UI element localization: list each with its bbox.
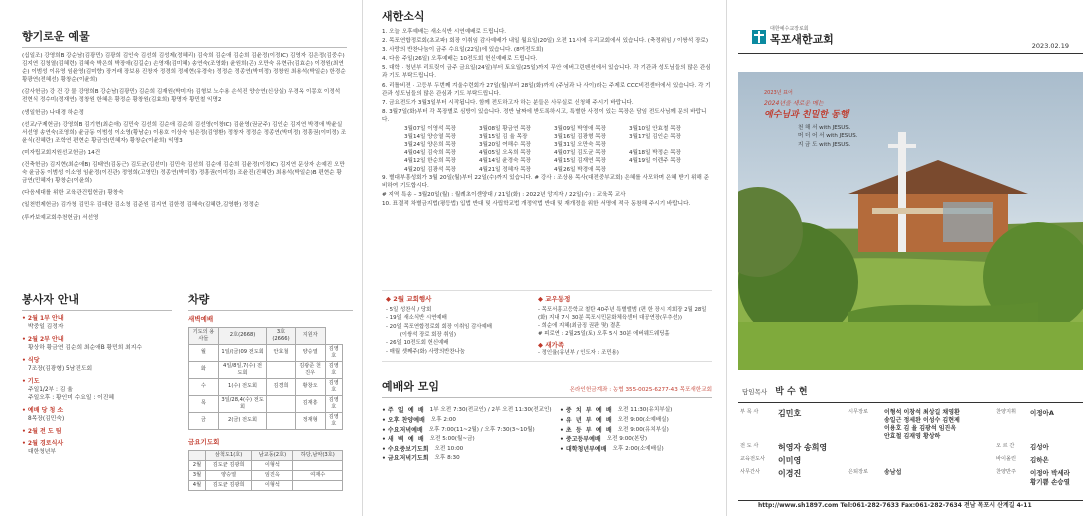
staff-role2: 은퇴장로 — [848, 468, 869, 475]
visit-cell: 4월20일 김광석 목장 — [404, 166, 457, 173]
visit-row — [404, 157, 712, 165]
news-item: 4. 다음 주일(26일) 오후예배는 10전도회 헌신예배로 드립니다. — [382, 56, 538, 63]
visit-row — [404, 149, 712, 157]
worship-time: 오전 10:00 — [434, 445, 464, 452]
staff-names3 — [1028, 408, 1083, 442]
worship-right — [560, 406, 712, 464]
visit-cell — [629, 141, 704, 149]
visit-cell — [629, 166, 704, 174]
elder-line: 이용호 김 율 김광석 임진옥 — [884, 425, 957, 433]
visit-row — [404, 133, 712, 141]
worship-row — [382, 406, 560, 416]
staff-role: 교육전도사 — [740, 456, 766, 463]
worship-time: 오후 8:30 — [434, 455, 460, 462]
church-name: 목포새한교회 — [770, 32, 834, 46]
staff-names2 — [882, 442, 994, 455]
worship-time: 오전 5:00(월~금) — [429, 436, 475, 443]
table-cell: 1일/(금)09 전도회 — [218, 344, 266, 361]
worship-name: • 중 치 부 예 배 — [560, 407, 612, 415]
staff-row — [738, 455, 1083, 468]
table-cell: 이형석 — [252, 480, 293, 490]
motto-3: 지 금 도 with JESUS. — [798, 141, 851, 148]
news-item: 10. 표결적 차별금지법(평등법) 입법 반대 및 사립학교법 개정악법 반대 및 재개정을 위한 서명에 적극 동참해 주시기 바랍니다. — [382, 201, 691, 208]
table-cell: 김도균 김광희 — [205, 480, 252, 490]
events-box: ◆ 2월 교회행사 - 5일 성찬식 / 당회 - 19일 새소식반 시연예배 - 20일 목포연합정로회 회장 이취임 감사예배 (이쌍석 장로 회장 취임) - 26일 10전도회 헌신예배 - 매월 셋째주(화) 사랑의반찬나눔 ◆ 교우동정 - 목포서흥고등학교 철탄 40주년 특별앨범 (편 한 장시 지회장 2월 28일(화) 지내 7시 30분 목포시민문화체육센터 대공연장(무추선)) - 희순에 지혜(최금징 권판 몇) 결혼 # 피로연 : 2월25일(토) 오후 5시 30분 에버웨드웨딩홀 ◆ 새가족 - 정인율(유년부 / 인도자 : 조민용) — [382, 290, 712, 362]
table-cell: 3일/28,4(수) 전도회 — [218, 395, 266, 412]
worship-time: 오전 9:00(소예배실) — [617, 416, 669, 423]
table-row — [189, 395, 343, 412]
offering-paragraph: (건축헌금) 김지현(최순애B) 김태연(김동근) 김도균(김선미) 김민숙 김선희 김순애 김순희 김윤정(이정IC) 김지연 문상자 손예진 오만숙 윤금동 이범성 이소영 임윤정(이진관) 정영희(고영민) 정종연(박미정) 정흥권(이미정) 조윤진(진혜란) 최용석(박일순)B 편현순 황금연(민혜자) 황창순(이윤희) — [22, 162, 345, 185]
visit-cell: 4월26일 박경애 목장 — [554, 166, 607, 173]
table-cell: 김광준 천진우 — [295, 361, 325, 378]
table-cell — [267, 395, 295, 412]
staff-role: 사무간사 — [740, 468, 761, 475]
online-account: 온라인헌금계좌 : 농협 355-0025-6277-43 목포새한교회 — [569, 386, 712, 393]
visit-cell: 4월18일 박정순 목장 — [629, 150, 682, 157]
staff-name: 이경진 — [778, 468, 802, 478]
visit-row — [404, 125, 712, 133]
worship-name: • 유 년 부 예 배 — [560, 416, 612, 424]
staff-names3 — [1028, 455, 1083, 468]
staff-row — [738, 442, 1083, 455]
worship-name: • 초 등 부 예 배 — [560, 426, 612, 434]
worship-time: 오후 7:00(11~2월) / 오후 7:30(3~10월) — [428, 426, 535, 433]
denomination: 대한예수교장로회 — [770, 26, 809, 32]
worship-name: • 새 벽 예 배 — [382, 436, 424, 444]
offering-paragraph: (십일조) 강영희B 강순남(김광민) 김광희 김인숙 김선희 김성제(정혜리) 김숙희 김순애 김순희 김윤정(이정IC) 김영자 김은정(김중수) 김지연 김청열(김혜련) 김혜숙 박은희 박장애(김길순) 손영재(김미혜) 송연숙(조영화) 윤원희(곤) 오만숙 유현규(김효순) 이경원(최연순) 이범성 이유영 임윤영(김미향) 장거래 장보용 진창자 정경희 정세현(유경숙) 정정순 정종연(박미정) 정창원 최용석(박일순) 한경순 황광연(전혜선) 황창순(이윤희) — [22, 52, 346, 84]
visit-cell: 4월05일 오옥희 목장 — [479, 150, 532, 157]
worship-time: 오전 11:30(유치부실) — [617, 407, 673, 414]
visit-cell: 3월20일 여해수 목장 — [479, 142, 532, 149]
table-cell: 3월 — [189, 470, 206, 480]
elder-line: 송일근 정세완 이성수 김현제 — [884, 417, 960, 425]
visit-cell: 4월07일 김도균 목장 — [554, 150, 607, 157]
table-row — [189, 460, 343, 470]
event-item: - 매월 셋째주(화) 사랑의반찬나눔 — [386, 348, 465, 355]
offering-paragraph: (루카보예교회추천헌금) 서선영 — [22, 214, 99, 221]
news-item: 9. 별대부흥성회가 3월 20일(월)부터 22일(수)까지 있습니다. # 강사 : 조상용 목사(대전중부교회) 은혜를 사모하며 은혜 받기 위해 준비하여 기도합시다. — [382, 174, 709, 189]
new-family-list — [538, 350, 708, 357]
volunteer-body: 7조장(김광형) 5남진도회 — [28, 365, 93, 372]
staff-row — [738, 468, 1083, 488]
table-cell: 월 — [189, 344, 219, 361]
worship-row — [382, 454, 560, 464]
worship-row — [382, 445, 560, 455]
staff-names3 — [1028, 442, 1083, 455]
worship-row — [560, 445, 712, 455]
volunteer-body: 주일1/2부 : 김 율 — [28, 386, 73, 393]
table-cell: 2월 — [189, 460, 206, 470]
church-photo — [738, 72, 1083, 370]
member-news-title: 교우동정 — [545, 295, 571, 303]
worship-name: • 대학청년부예배 — [560, 445, 607, 453]
pastor-label: 담임목사 — [742, 388, 768, 396]
motto-line-b: 예수님과 친밀한 동행 — [764, 110, 849, 120]
table-cell: 안효철 — [267, 344, 295, 361]
offering-title: 향기로운 예물 — [22, 30, 347, 48]
friday-heading: 금요기도회 — [188, 437, 220, 446]
table-cell: 임진옥 — [252, 470, 293, 480]
worship-title: 예배와 모임 — [382, 380, 439, 393]
member-news-item: - 목포서흥고등학교 철탄 40주년 특별앨범 (편 한 장시 지회장 2월 28일(화) 지내 7시 30분 목포시민문화체육센터 대공연장(무추선)) — [538, 306, 707, 321]
staff-role3: 오 르 간 — [996, 443, 1015, 450]
volunteer-body: 8목장(김민숙) — [28, 416, 65, 423]
volunteer-list — [22, 315, 172, 457]
staff-name: 허영자 송희영 — [778, 443, 828, 453]
table-cell: 4월 — [189, 480, 206, 490]
worship-row — [382, 416, 560, 426]
staff-names2 — [882, 408, 994, 442]
volunteer-title: 봉사자 안내 — [22, 293, 172, 311]
staff-role2 — [846, 442, 882, 455]
table-cell: 김재흥 — [295, 395, 325, 412]
table-header-cell: 삼척도1(호) — [205, 450, 252, 460]
friday-vehicle-table — [188, 450, 343, 491]
offering-paragraph: (선교/구제헌금) 강영희B 김기현(최순애) 김민숙 김선희 김순애 김순희 김선영(이창IC) 김윤영(권균주) 김인순 김지연 박경애 박윤실 서선영 송연숙(조영희) 윤금동 이범성 이소영(황남순) 이용호 이상숙 임은정(김영환) 정창자 정정순 정종연(박미정) 정흥권(이미정) 조윤식(진혜란) 조학연 편현순 황금연(민혜자) 황창순(이윤희) 익명3 — [22, 121, 347, 144]
visit-row — [404, 141, 712, 149]
news-item: 2. 목포연합정로회(초교파) 회장 이취임 감사예배가 내일 월요일(20일) 오전 11시에 우리교회에서 있습니다. (축정위임 / 이쌍석 장로) — [382, 37, 708, 44]
visit-cell: 3월17일 김인순 목장 — [629, 134, 682, 141]
visit-cell: 3월10일 안효철 목장 — [629, 126, 682, 133]
event-item: - 20일 목포연합정로회 회장 이취임 감사예배 — [386, 323, 492, 330]
staff-name: 이미영 — [778, 456, 802, 466]
worship-row — [560, 416, 712, 426]
table-cell: 여재수 — [293, 470, 343, 480]
table-cell — [293, 460, 343, 470]
worship-name: • 수요중보기도회 — [382, 445, 429, 453]
new-family-item: - 정인율(유년부 / 인도자 : 조민용) — [538, 349, 619, 356]
volunteer-head: • 2월 2부 안내 — [22, 335, 64, 343]
pastor-row — [742, 386, 808, 398]
news-item: 5. 대학 · 청년부 리트릿이 금주 금요일(24일)부터 토요일(25일)까지 무안 에버그린펜션에서 있습니다. 각 기관과 성도님들의 많은 관심과 기도 부탁드립니다. — [382, 65, 711, 80]
volunteer-head: • 기도 — [22, 377, 40, 385]
volunteer-head: • 2월 전 도 팀 — [22, 428, 62, 436]
table-cell: 황창오 — [295, 378, 325, 395]
worship-row — [560, 426, 712, 436]
table-cell: 금 — [189, 412, 219, 429]
table-cell: 4일/8일,7(수) 전도회 — [218, 361, 266, 378]
new-family-title: 새가족 — [545, 341, 565, 350]
worship-time: 오전 9:00(본당) — [606, 436, 648, 443]
staff-table — [738, 408, 1083, 488]
visit-cell: 3월08일 황금연 목장 — [479, 126, 532, 133]
event-item: - 19일 새소식반 시연예배 — [386, 315, 447, 322]
table-cell: 김경희 — [267, 378, 295, 395]
volunteer-body: 대한청년부 — [28, 449, 56, 456]
table-cell: 양승열 — [295, 344, 325, 361]
member-news-item: # 피로연 : 2월25일(토) 오후 5시 30분 에버웨드웨딩홀 — [538, 331, 670, 338]
news-item: # 지역 특송 – 3월20일(월) : 월례초이센양대 / 21일(화) : 2022년 앙지자 / 22일(수) : 교육목 교사 — [382, 191, 626, 198]
church-events-list — [386, 306, 532, 356]
visit-cell: 4월12일 한순희 목장 — [404, 158, 457, 165]
table-cell: 1(수) 전도회 — [218, 378, 266, 395]
offering-paragraph: (미자립교회지원선교헌금) 14건 — [22, 149, 101, 156]
volunteer-head: • 2월 1부 안내 — [22, 314, 64, 322]
worship-name: • 수요저녁예배 — [382, 426, 423, 434]
table-cell: 2(금) 전도회 — [218, 412, 266, 429]
member-news-item: - 희순에 지혜(최금징 권판 몇) 결혼 — [538, 322, 621, 329]
table-cell: 양승열 — [205, 470, 252, 480]
dawn-heading: 새벽예배 — [188, 314, 214, 323]
table-cell: 김영호 — [325, 344, 342, 361]
news-item: 1. 오늘 오후예배는 새소식반 시연예배로 드립니다. — [382, 28, 507, 35]
news-item: 7. 금요전도가 3월3일부터 시작됩니다. 함께 전도하고자 하는 분들은 사무실로 신청해 주시기 바랍니다. — [382, 99, 634, 106]
panel-news — [364, 0, 724, 516]
fold-line-1 — [362, 0, 363, 516]
music-line: 이정아A — [1030, 409, 1054, 417]
table-cell — [267, 361, 295, 378]
table-row — [189, 378, 343, 395]
table-cell: 수 — [189, 378, 219, 395]
offering-paragraph: (감사헌금) 강 건 강 물 강명희B 강순남(김광민) 김순희 김재원(박미자) 김형보 노수용 손석진 양승연(신상실) 우경옥 이몽호 이정석 전현식 정수미(정재연) 정창원 한혜은 황정순 황창원(김효희) 황명자 황민철 익명2 — [22, 89, 341, 104]
staff-names2 — [882, 455, 994, 468]
volunteer-head: • 2월 경로식사 — [22, 440, 64, 448]
panel-offerings — [0, 0, 360, 516]
visit-cell: 4월19일 이렌주 목장 — [629, 158, 682, 165]
volunteer-body: 주일오후 : 황인미 수요일 : 이진혜 — [28, 395, 114, 402]
visit-cell: 3월07일 이영석 목장 — [404, 126, 457, 133]
volunteer-body: 황상하 황금연 김순희 최순애B 황민희 최지수 — [28, 344, 142, 351]
table-row — [189, 480, 343, 490]
table-row — [189, 344, 343, 361]
table-cell: 김도균 김광희 — [205, 460, 252, 470]
visit-cell: 3월16일 김광형 목장 — [554, 134, 607, 141]
worship-time: 오후 2:00(소예배실) — [612, 445, 664, 452]
offering-list — [22, 52, 347, 222]
visit-cell: 3월24일 양은희 목장 — [404, 142, 457, 149]
news-list-2 — [382, 174, 712, 208]
staff-name: 김민호 — [778, 409, 802, 418]
table-cell: 이형석 — [252, 460, 293, 470]
bulletin-date: 2023.02.19 — [1031, 42, 1069, 50]
worship-name: • 주 일 예 배 — [382, 407, 424, 415]
event-item: (이쌍석 장로 회장 취임) — [386, 331, 456, 338]
worship-name: • 중고등부예배 — [560, 436, 601, 444]
staff-names3 — [1028, 468, 1083, 488]
volunteer-body: 박중일 김정자 — [28, 323, 64, 330]
table-cell — [267, 412, 295, 429]
volunteer-head: • 예배 당 청 소 — [22, 407, 64, 415]
news-title: 새한소식 — [382, 10, 425, 23]
news-item: 3. 사랑의 반찬나눔이 금주 수요일(22일)에 있습니다. (8여전도회) — [382, 47, 544, 54]
motto-year: 2023년 표어 — [764, 90, 793, 96]
visit-cell: 4월04일 김숙희 목장 — [404, 150, 457, 157]
member-news-list — [538, 306, 708, 338]
dawn-vehicle-table — [188, 327, 343, 430]
staff-role: 전 도 사 — [740, 443, 759, 450]
table-cell: 정재형 — [295, 412, 325, 429]
vehicle-title: 차량 — [188, 293, 353, 311]
visit-cell: 3월14일 양승열 목장 — [404, 134, 457, 141]
table-header-cell: 2호(2668) — [218, 327, 266, 344]
worship-time: 1부 오전 7:30(전교인) / 2부 오전 11:30(전교인) — [429, 407, 552, 414]
staff-role: 부 목 사 — [740, 409, 759, 415]
table-row — [189, 470, 343, 480]
worship-row — [382, 435, 560, 445]
visit-cell: 3월09일 박영애 목장 — [554, 126, 607, 133]
volunteer-head: • 식당 — [22, 356, 40, 364]
footer-contact: http://www.sh1897.com Tel:061-282-7633 Fax:061-282-7634 전남 목포시 산계길 4-11 — [758, 502, 1032, 509]
pastor-name: 박 수 현 — [775, 387, 808, 397]
panel-cover — [728, 0, 1091, 516]
staff-row — [738, 408, 1083, 442]
table-cell: 김영호 — [325, 412, 342, 429]
elder-line: 송남섭 — [884, 468, 902, 476]
motto-2: 머 더 어 서 with JESUS. — [798, 133, 858, 140]
table-cell: 김영호 — [325, 378, 342, 395]
staff-role2: 시무장로 — [848, 409, 869, 415]
visit-cell: 4월21일 정혜자 목장 — [479, 166, 532, 173]
worship-row — [560, 406, 712, 416]
offering-paragraph: (일천번제헌금) 김가청 김민우 김대란 김소청 김준원 김지연 김한정 김혜숙(김혜란,김영환) 정정순 — [22, 202, 260, 209]
worship-row — [382, 426, 560, 436]
news-item: 8. 3월7일(화)부터 각 목장별로 심방이 있습니다. 정반 날짜에 받도록하시고, 특별한 사정이 있는 목장은 담임 전도사님께 문의 바랍니다. — [382, 108, 707, 123]
worship-row — [560, 435, 712, 445]
event-item: - 26일 10전도회 헌신예배 — [386, 340, 449, 347]
table-header-cell: 기도의 용사들 — [189, 327, 219, 344]
visit-row — [404, 166, 712, 174]
table-row — [189, 361, 343, 378]
table-cell: 김영호 — [325, 395, 342, 412]
table-cell — [293, 480, 343, 490]
music-line: 황기쁨 손승열 — [1030, 477, 1070, 486]
visit-cell: 3월15일 김 율 목장 — [479, 134, 528, 141]
staff-role3: 찬양반주 — [996, 468, 1017, 475]
worship-name: • 금요저녁기도회 — [382, 455, 429, 463]
staff-role3: 찬양지휘 — [996, 409, 1017, 415]
table-row — [189, 412, 343, 429]
visit-cell: 4월14일 윤경숙 목장 — [479, 158, 532, 165]
visit-cell: 4월15일 김재연 목장 — [554, 158, 607, 165]
motto-1: 천 해 서 with JESUS. — [798, 125, 851, 131]
table-cell: 화 — [189, 361, 219, 378]
staff-names2 — [882, 468, 994, 488]
church-events-title: 2월 교회행사 — [393, 295, 432, 303]
news-list — [382, 28, 712, 124]
table-cell: 목 — [189, 395, 219, 412]
motto-lines — [798, 124, 858, 149]
worship-time: 오후 2:00 — [430, 416, 456, 423]
motto-line-a: 2024년을 새로운 메는 — [764, 100, 824, 107]
elder-line: 이형석 이창석 최상길 채영환 — [884, 409, 960, 416]
table-header-cell — [189, 450, 206, 460]
offering-paragraph: (다음세대를 위한 교육관건립헌금) 황창숙 — [22, 190, 124, 197]
worship-name: • 오후 찬양예배 — [382, 416, 425, 424]
staff-role2 — [846, 455, 882, 468]
table-cell: 김영호 — [325, 361, 342, 378]
table-header-cell: 지원자 — [295, 327, 325, 344]
table-header-cell: 남교동(2호) — [252, 450, 293, 460]
visit-cell: 3월31일 오만숙 목장 — [554, 142, 607, 149]
staff-role3: 바이올린 — [996, 456, 1017, 463]
news-item: 6. 리틀비젼 · 고등부 두번째 겨울수련회가 27일(월)부터 28일(화)까지 (주님과 나 사이)라는 주제로 CCC비전센터에서 있습니다. 각 기관과 성도님들의 많은 관심과 기도 부탁드립니다. — [382, 82, 711, 97]
table-header-cell: 하당,남악(3호) — [293, 450, 343, 460]
offering-paragraph: (생일헌금) 나대경 하순정 — [22, 109, 84, 116]
fold-line-2 — [726, 0, 727, 516]
worship-left — [382, 406, 560, 464]
event-item: - 5일 성찬식 / 당회 — [386, 306, 432, 313]
church-logo-icon — [752, 30, 766, 44]
music-line: 김성아 — [1030, 443, 1049, 452]
music-line: 김하은 — [1030, 456, 1049, 465]
table-header-cell: 3호(2666) — [267, 327, 295, 344]
music-line: 이정아 박세라 — [1030, 468, 1070, 477]
visit-schedule — [404, 125, 712, 174]
worship-time: 오전 9:00(유치부실) — [617, 426, 669, 433]
elder-line: 안효철 김재영 황상하 — [884, 433, 941, 441]
